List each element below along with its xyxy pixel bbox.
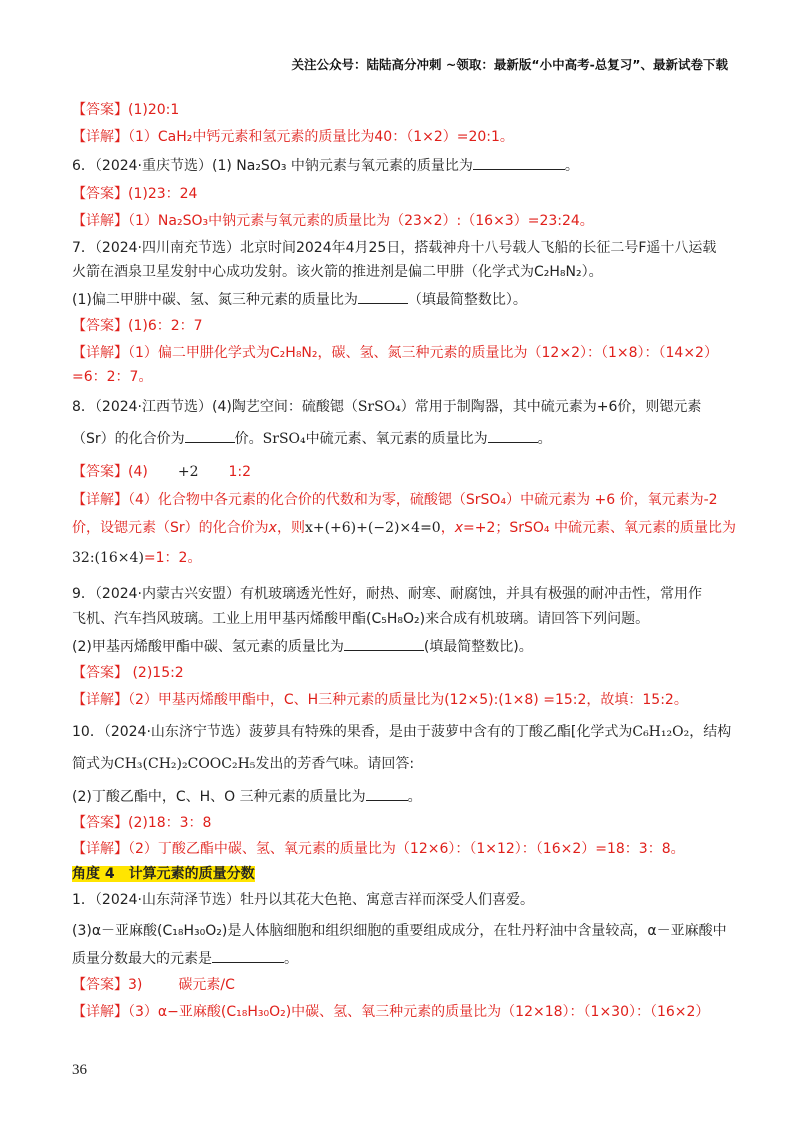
question-text: 6．（2024·重庆节选）(1) Na₂SO₃ 中钠元素与氧元素的质量比为 — [72, 158, 473, 174]
answer-line — [72, 100, 730, 120]
answer-line — [72, 663, 730, 683]
explain-line — [72, 518, 736, 538]
question-text: 价。 — [234, 431, 263, 447]
question-text: (填最简整数比)。 — [423, 639, 533, 655]
question-text: 9．（2024·内蒙古兴安盟）有机玻璃透光性好，耐热、耐寒、耐腐蚀，并具有极强的耐冲击性，常用作 — [72, 586, 702, 602]
question-text: 10．（2024·山东济宁节选）菠萝具有特殊的果香，是由于菠萝中含有的丁酸乙酯[化学式为 — [72, 724, 633, 740]
explain-line — [72, 839, 730, 859]
explain-text: 价，设锶元素（Sr）的化合价为 — [72, 520, 269, 536]
question-line — [72, 428, 730, 449]
explain-line — [72, 548, 730, 568]
section-heading-line — [72, 864, 730, 884]
question-text: 。 — [407, 789, 422, 805]
question-text: 。 — [537, 431, 552, 447]
answer-line — [72, 975, 730, 995]
question-line — [72, 155, 730, 176]
explain-text: ， — [440, 520, 455, 536]
answer-line — [72, 813, 730, 833]
answer-value: 碳元素/C — [178, 977, 235, 993]
answer-line — [72, 184, 730, 204]
question-line — [72, 890, 730, 910]
explain-text: 【详解】（2）丁酸乙酯中碳、氢、氧元素的质量比为（12×6）：（1×12）：（16×2）=18：3：8。 — [72, 841, 685, 857]
explain-text: 【详解】（1）Na₂SO₃中钠元素与氧元素的质量比为（23×2）:（16×3）=23:24。 — [72, 213, 594, 229]
explain-line — [72, 490, 730, 510]
answer-line — [72, 316, 730, 336]
question-text: 1．（2024·山东菏泽节选）牡丹以其花大色艳、寓意吉祥而深受人们喜爱。 — [72, 892, 534, 908]
explain-line — [72, 211, 730, 231]
variable-x: x — [268, 520, 277, 536]
explain-line — [72, 1002, 730, 1022]
answer-text: 【答案】(1)23：24 — [72, 186, 198, 202]
answer-text: 【答案】(1)6：2：7 — [72, 318, 203, 334]
question-text: ，结构 — [689, 724, 732, 740]
explain-text: ，则 — [276, 520, 305, 536]
answer-blank — [212, 948, 284, 963]
question-line — [72, 609, 730, 629]
answer-blank — [185, 428, 235, 443]
answer-text: 【答案】(4) — [72, 464, 148, 480]
answer-text: 【答案】 (2)15:2 — [72, 665, 184, 681]
explain-line — [72, 343, 730, 363]
question-text: (3)α－亚麻酸(C₁₈H₃₀O₂)是人体脑细胞和组织细胞的重要组成成分，在牡丹籽油中含量较高，α－亚麻酸中 — [72, 923, 727, 939]
question-line — [72, 262, 730, 282]
question-text: 发出的芳香气味。请回答: — [255, 756, 415, 772]
formula-c6h12o2: C₆H₁₂O₂ — [632, 724, 690, 740]
question-line — [72, 786, 730, 807]
question-text: 火箭在酒泉卫星发射中心成功发射。该火箭的推进剂是偏二甲肼（化学式为C₂H₈N₂）。 — [72, 264, 603, 280]
question-line — [72, 636, 730, 657]
answer-ratio: 1:2 — [228, 464, 252, 480]
question-line — [72, 754, 730, 774]
question-text: 中硫元素、氧元素的质量比为 — [305, 431, 488, 447]
question-line — [72, 948, 730, 969]
variable-x: x — [454, 520, 464, 536]
explain-text: =+2；SrSO₄ 中硫元素、氧元素的质量比为 — [463, 520, 736, 536]
explain-text: 【详解】（1）CaH₂中钙元素和氢元素的质量比为40：（1×2）=20:1。 — [72, 129, 514, 145]
explain-text: 【详解】（1）偏二甲肼化学式为C₂H₈N₂，碳、氢、氮三种元素的质量比为（12×2）：（1×8）：（14×2） — [72, 345, 718, 361]
answer-blank — [366, 786, 408, 801]
explain-text: 【详解】（3）α−亚麻酸(C₁₈H₃₀O₂)中碳、氢、氧三种元素的质量比为（12×18）：（1×30）：（16×2） — [72, 1004, 710, 1020]
question-text: 。 — [284, 951, 298, 967]
question-text: 7．（2024·四川南充节选）北京时间2024年4月25日，搭载神舟十八号载人飞船的长征二号F遥十八运载 — [72, 240, 717, 256]
question-text: ）常用于制陶器，其中硫元素为+6价，则锶元素 — [400, 399, 702, 415]
explain-line — [72, 367, 730, 387]
question-text: 飞机、汽车挡风玻璃。工业上用甲基丙烯酸甲酯(C₅H₈O₂)来合成有机玻璃。请回答下列问题。 — [72, 611, 650, 627]
question-text: 8．（2024·江西节选）(4)陶艺空间：硫酸锶（ — [72, 399, 358, 415]
explain-text: =1：2。 — [143, 550, 202, 566]
answer-blank — [344, 636, 424, 651]
formula-structure: CH₃(CH₂)₂COOC₂H₅ — [114, 756, 256, 772]
explain-text: 【详解】（2）甲基丙烯酸甲酯中，C、H三种元素的质量比为(12×5):(1×8) =15:2，故填：15:2。 — [72, 692, 688, 708]
question-line — [72, 722, 730, 742]
formula-srso4: SrSO₄ — [262, 431, 306, 447]
question-line — [72, 238, 730, 258]
explain-line — [72, 127, 730, 147]
question-text: 简式为 — [72, 756, 114, 772]
answer-text: 【答案】(2)18：3：8 — [72, 815, 212, 831]
answer-text: 【答案】3) — [72, 977, 143, 993]
question-text: （Sr）的化合价为 — [72, 431, 185, 447]
explain-text: 【详解】（4）化合物中各元素的化合价的代数和为零，硫酸锶（SrSO₄）中硫元素为 +6 价，氧元素为-2 — [72, 492, 718, 508]
answer-text: 【答案】(1)20:1 — [72, 102, 180, 118]
answer-valence: +2 — [177, 464, 199, 480]
question-text: 质量分数最大的元素是 — [72, 951, 212, 967]
formula-srso4: SrSO₄ — [357, 399, 401, 415]
answer-blank — [473, 155, 565, 170]
question-line — [72, 584, 730, 604]
question-text: (2)丁酸乙酯中，C、H、O 三种元素的质量比为 — [72, 789, 366, 805]
page-number: 36 — [72, 1062, 87, 1078]
page-header: 关注公众号：陆陆高分冲刺 ~领取：最新版“小中高考-总复习”、最新试卷下载 — [291, 57, 728, 72]
section-heading: 角度 4 计算元素的质量分数 — [72, 866, 255, 882]
question-text: (2)甲基丙烯酸甲酯中碳、氢元素的质量比为 — [72, 639, 344, 655]
ratio-formula: 32:(16×4) — [72, 550, 144, 566]
question-line — [72, 289, 730, 310]
answer-blank — [358, 289, 408, 304]
valence-equation: x+(+6)+(−2)×4=0 — [304, 520, 441, 536]
answer-blank — [488, 428, 538, 443]
question-text: （填最简整数比）。 — [407, 292, 527, 308]
explain-text: =6：2：7。 — [72, 369, 153, 385]
question-text: 。 — [564, 158, 579, 174]
explain-line — [72, 690, 730, 710]
question-line — [72, 921, 730, 941]
question-text: (1)偏二甲肼中碳、氢、氮三种元素的质量比为 — [72, 292, 358, 308]
answer-line — [72, 462, 730, 482]
question-line — [72, 397, 730, 417]
